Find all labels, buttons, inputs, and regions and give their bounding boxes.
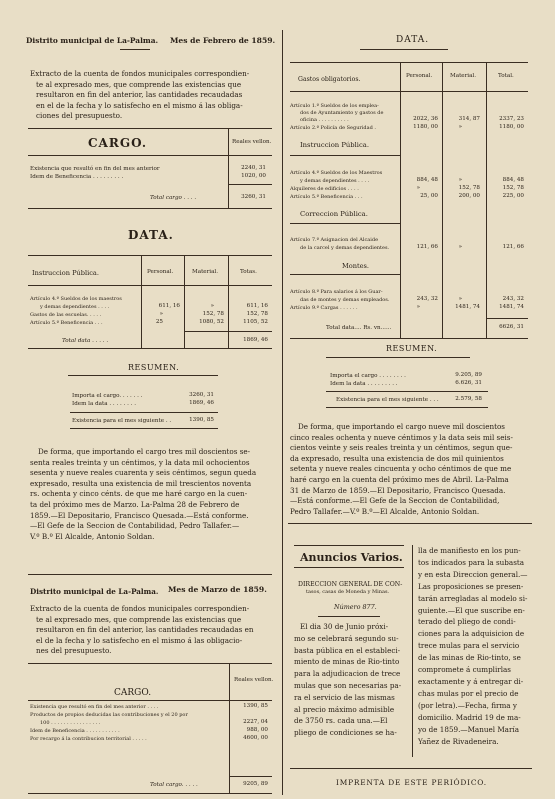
row-total: 152, 78 xyxy=(502,185,524,191)
resumen-row-value: 3260, 31 xyxy=(189,392,214,398)
numero: Número 877. xyxy=(334,603,377,611)
row-total: 121, 66 xyxy=(502,244,524,250)
row-total: 2337, 23 xyxy=(499,116,524,122)
s1-intro: Extracto de la cuenta de fondos municipales correspondien- te al expresado mes, que comprende las existencias que resultaron en fin del anterior, las cantidades recaudadas en el de la fecha y lo satisfecho en el mismo á las obliga- ciones del presupuesto. xyxy=(30,69,250,121)
row-label: Artículo 9.º Cargas . . . . . . xyxy=(290,305,358,311)
data-col-total: Totas. xyxy=(240,269,257,275)
total-value: 6626, 31 xyxy=(499,324,524,330)
col-section: Gastos obligatorios. xyxy=(298,76,361,83)
s2-intro: Extracto de la cuenta de fondos municipales correspondien- te al expresado mes, que comprende las existencias que resultaron en fin del anterior, las cantidades recaudadas en el de la fecha y lo satisfecho en el mismo á las obligacio- nes del presupuesto. xyxy=(30,604,254,656)
cargo-row-label: Existencia que resultó en fin del mes anterior xyxy=(30,166,160,172)
col-personal: Personal. xyxy=(406,73,433,79)
anuncios-title: Anuncios Varios. xyxy=(300,551,403,564)
closing-paragraph: De forma, que importando el cargo nueve mil doscientos cinco reales ochenta y nueve céntimos y la data seis mil seis- cientos veinte y seis reales treinta y un céntimos, segun que- da expresado, resulta una existencia de dos mil quinientos setenta y nueve reales cincuenta y ocho céntimos de que me haré cargo en la cuenta del próximo mes de Abril. La-Palma 31 de Marzo de 1859.—El Depositario, Francisco Quesada. —Está conforme.—El Gefe de la Seccion de Contabilidad, Pedro Tallafer.—V.º B.º—El Alcalde, Antonio Soldan. xyxy=(290,422,513,516)
cargo-title: CARGO. xyxy=(88,136,148,150)
cargo2-row-label: 100 . . . . . . . . . . . . . . . . xyxy=(40,720,101,726)
resumen-title: RESUMEN. xyxy=(128,363,180,372)
row-label: de la carcel y demas dependientes. xyxy=(300,245,390,251)
cargo-total: 3260, 31 xyxy=(241,194,266,200)
row-personal: 2022, 36 xyxy=(413,116,438,122)
cargo2-row-label: Productos de propios deducidas las contribuciones y el 20 por xyxy=(30,712,188,718)
row-total: 884, 48 xyxy=(502,177,524,183)
row-label: Artículo 2.º Policía de Seguridad . xyxy=(290,125,376,131)
row-label: das de montes y demas empleados. xyxy=(300,297,390,303)
data-row-total: 152, 78 xyxy=(246,311,268,317)
resumen-row-label: Importa el cargo. . . . . . . xyxy=(72,393,143,399)
row-personal: 121, 66 xyxy=(416,244,438,250)
direccion-subtitle: tasos, casas de Moneda y Minas. xyxy=(306,589,390,595)
data-row-label: Artículo 5.º Beneficencia . . . xyxy=(30,320,103,326)
ad-right: lla de manifiesto en los pun- tos indicados para la subasta y en esta Direccion general.— Las proposiciones se presen- tarán arregladas al modelo si- guiente.—El que suscribe en- terado del pliego de condi- ciones para la adquisicion de trece mulas para el servicio de las minas de Rio-tinto, se compromete á cumplirlas exactamente y á entregar di- chas mulas por el precio de (por letra).—Fecha, firma y domicilio. Madrid 19 de ma- yo de 1859.—Manuel María Yañez de Rivadeneira. xyxy=(418,546,528,746)
s1-header-right: Mes de Febrero de 1859. xyxy=(170,36,276,45)
row-personal: 1180, 00 xyxy=(413,124,438,130)
cargo2-row-label: Idem de Beneficencia . . . . . . . . . . . xyxy=(30,728,120,734)
resumen-exist-value: 2.579, 58 xyxy=(455,396,482,402)
row-material: » xyxy=(458,124,462,130)
resumen-exist-label: Existencia para el mes siguiente . . xyxy=(72,418,172,424)
cargo-col-header: Reales vellon. xyxy=(232,139,272,145)
resumen-row-label: Idem la data . . . . . . . . xyxy=(72,401,137,407)
data-col-personal: Personal. xyxy=(147,269,174,275)
cargo2-title: CARGO. xyxy=(114,688,152,698)
data-total: 1869, 46 xyxy=(243,337,268,343)
data-row-personal: 25 xyxy=(155,319,163,325)
row-label: Alquileres de edificios . . . . xyxy=(290,186,359,192)
section-heading: Correccion Pública. xyxy=(300,210,368,218)
col-total: Total. xyxy=(498,73,514,79)
cargo-row-label: Idem de Beneficencia . . . . . . . . . xyxy=(30,174,124,180)
data-row-personal: » xyxy=(159,311,163,317)
total-label: Total data.... Rs. vn...... xyxy=(326,325,392,331)
ad-left: El dia 30 de Junio próxi- mo se celebrará segundo su- basta pública en el estableci- miento de minas de Rio-tinto para la adjudicacion de trece mulas que son necesarias pa- ra el servicio de las mismas al precio máximo admisible de 3750 rs. cada una.—El pliego de condiciones se ha- xyxy=(294,622,402,738)
row-label: Artículo 5.º Beneficencia . . . xyxy=(290,194,363,200)
resumen-exist-label: Existencia para el mes siguiente . . . xyxy=(336,397,439,403)
resumen-exist-value: 1390, 85 xyxy=(189,417,214,423)
data-row-total: 1105, 52 xyxy=(243,319,268,325)
data-row-material: » xyxy=(210,303,214,309)
data-row-label: Artículo 4.º Sueldos de los maestros xyxy=(30,296,122,302)
cargo2-row-value: 4600, 00 xyxy=(243,735,268,741)
cargo2-row-value: 988, 00 xyxy=(246,727,268,733)
row-material: » xyxy=(458,244,462,250)
cargo2-total: 9205, 89 xyxy=(243,781,268,787)
row-total: 1180, 00 xyxy=(499,124,524,130)
resumen-title: RESUMEN. xyxy=(386,344,438,353)
data-row-personal: 611, 16 xyxy=(158,303,180,309)
data-total-label: Total data . . . . . xyxy=(62,338,109,344)
cargo2-row-value: 1390, 85 xyxy=(243,703,268,709)
data-row-material: 1080, 52 xyxy=(199,319,224,325)
cargo2-row-label: Existencia que resultó en fin del mes anterior . . . . xyxy=(30,704,159,710)
row-label: y demas dependientes . . . . xyxy=(300,178,370,184)
row-total: 243, 32 xyxy=(502,296,524,302)
row-material: 200, 00 xyxy=(458,193,480,199)
data-col-material: Material. xyxy=(192,269,218,275)
row-label: Artículo 7.º Asignacion del Alcaide xyxy=(290,237,379,243)
row-label: Artículo 4.º Sueldos de los Maestros xyxy=(290,170,383,176)
divider xyxy=(120,49,150,50)
row-label: dos de Ayuntamiento y gastos de xyxy=(300,110,384,116)
cargo-row-value: 2240, 31 xyxy=(241,165,266,171)
cargo-total-label: Total cargo . . . . xyxy=(150,195,197,201)
s2-header-left: Distrito municipal de La-Palma. xyxy=(30,587,159,596)
s1-header-left: Distrito municipal de La-Palma. xyxy=(26,36,159,45)
data-col-section: Instruccion Pública. xyxy=(32,269,99,277)
row-personal: 884, 48 xyxy=(416,177,438,183)
imprenta: IMPRENTA DE ESTE PERIÓDICO. xyxy=(336,778,487,787)
row-personal: 25, 00 xyxy=(420,193,438,199)
data-row-label: Gastos de las escuelas. . . . . xyxy=(30,312,102,318)
row-label: Artículo 8.º Para salarios á los Guar- xyxy=(290,289,383,295)
col-material: Material. xyxy=(450,73,476,79)
resumen-row-value: 1869, 46 xyxy=(189,400,214,406)
row-total: 225, 00 xyxy=(502,193,524,199)
row-label: Artículo 1.º Sueldos de los emplea- xyxy=(290,103,379,109)
data-row-total: 611, 16 xyxy=(246,303,268,309)
row-material: 152, 78 xyxy=(458,185,480,191)
resumen-row-label: Importa el cargo . . . . . . . . xyxy=(330,373,406,379)
cargo-row-value: 1020, 00 xyxy=(241,173,266,179)
row-material: 314, 87 xyxy=(458,116,480,122)
cargo2-row-label: Por recargo á la contribucion territorial . . . . . xyxy=(30,736,147,742)
row-material: » xyxy=(458,177,462,183)
row-material: » xyxy=(458,296,462,302)
section-heading: Montes. xyxy=(342,262,369,270)
s2-header-right: Mes de Marzo de 1859. xyxy=(168,585,267,594)
column-divider xyxy=(282,30,283,795)
data-title: DATA. xyxy=(128,228,174,242)
section-heading: Instruccion Pública. xyxy=(300,141,369,149)
row-total: 1481, 74 xyxy=(499,304,524,310)
row-personal: » xyxy=(416,304,420,310)
row-personal: 243, 32 xyxy=(416,296,438,302)
cargo2-total-label: Total cargo. . . . . xyxy=(150,782,198,788)
data-row-material: 152, 78 xyxy=(202,311,224,317)
direccion-title: DIRECCION GENERAL DE CON- xyxy=(298,581,403,588)
row-material: 1481, 74 xyxy=(455,304,480,310)
resumen-row-value: 9.205, 89 xyxy=(455,372,482,378)
resumen-row-value: 6.626, 31 xyxy=(455,380,482,386)
data-title: DATA. xyxy=(396,35,430,45)
s1-closing: De forma, que importando el cargo tres mil doscientos se- senta reales treinta y un céntimos, y la data mil ochocientos sesenta y nueve reales cuarenta y seis céntimos, segun queda expresado, resulta una existencia de mil trescientos noventa rs. ochenta y cinco cénts. de que me haré cargo en la cuen- ta del próximo mes de Marzo. La-Palma 28 de Febrero de 1859.—El Depositario, Francisco Quesada.—Está conforme. —El Gefe de la Seccion de Contabilidad, Pedro Tallafer.— V.º B.º El Alcalde, Antonio Soldan. xyxy=(30,447,257,541)
row-personal: » xyxy=(416,185,420,191)
row-label: oficina . . . . . . . . . . xyxy=(300,117,349,123)
cargo2-col-header: Reales vellon. xyxy=(234,677,274,683)
resumen-row-label: Idem la data . . . . . . . . . xyxy=(330,381,398,387)
data-row-label: y demas dependientes . . . . xyxy=(40,304,110,310)
cargo2-row-value: 2227, 04 xyxy=(243,719,268,725)
